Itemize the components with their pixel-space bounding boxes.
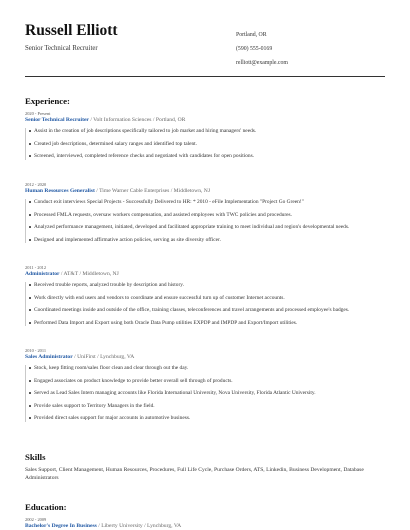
contact-email[interactable]: relliott@example.com — [236, 60, 288, 66]
job-bullet: Screened, interviewed, completed reference checks and negotiated with candidates for open positions. — [26, 153, 390, 160]
experience-heading: Experience: — [25, 96, 70, 106]
job-company: Time Warner Cable Enterprises / Middletown, NJ — [99, 188, 211, 194]
job-company: Volt Information Sciences / Portland, OR — [93, 117, 186, 123]
job-bullets — [25, 128, 390, 160]
header-divider — [25, 76, 385, 77]
job-bullet: Performed Data Import and Export using both Oracle Data Pump utilities EXPDP and IMPDP and Export/Import utilities. — [26, 320, 390, 327]
contact-location: Portland, OR — [236, 32, 267, 38]
job-bullet: Coordinated meetings inside and outside of the office, training classes, teleconferences and travel arrangements and processed employee's badges. — [26, 307, 390, 314]
job-bullet: Assist in the creation of job descriptions specifically tailored to job market and hiring managers' needs. — [26, 128, 390, 135]
job-role: Human Resources Generalist — [25, 188, 95, 194]
job-bullets — [25, 365, 390, 422]
job-bullet: Analyzed performance management, initiated, developed and facilitated appropriate training to meet individual and region's developmental needs. — [26, 224, 390, 231]
job-bullet: Created job descriptions, determined salary ranges and identified top talent. — [26, 141, 390, 148]
education-dates: 2002 - 2009 — [25, 517, 47, 522]
job-bullet: Stock, keep fitting room/sales floor clean and clear through out the day. — [26, 365, 390, 372]
job-bullet: Provide sales support to Territory Managers in the field. — [26, 403, 390, 410]
job-bullets — [25, 199, 390, 243]
education-heading: Education: — [25, 502, 67, 512]
job-bullets — [25, 282, 390, 326]
job-heading: Administrator / AT&T / Middletown, NJ — [25, 271, 119, 277]
contact-phone: (590) 555-0169 — [236, 46, 273, 52]
education-degree: Bachelor's Degree In Business — [25, 523, 97, 529]
job-dates: 2010 - 2011 — [25, 348, 47, 353]
job-heading: Human Resources Generalist / Time Warner Cable Enterprises / Middletown, NJ — [25, 188, 211, 194]
job-company: AT&T / Middletown, NJ — [63, 271, 119, 277]
skills-list: Sales Support, Client Management, Human Resources, Procedures, Full Life Cycle, Purchase Orders, ATS, Linkedin, Business Development, Database Administrators — [25, 467, 364, 481]
job-bullet: Processed FMLA requests, oversaw workers compensation, and assisted employees with TWC policies and procedures. — [26, 212, 390, 219]
education-school: Liberty University / Lynchburg, VA — [101, 523, 182, 529]
job-dates: 2011 - 2012 — [25, 265, 47, 270]
job-bullet: Work directly with end users and vendors to coordinate and ensure successful turn up of customer Internet accounts. — [26, 295, 390, 302]
job-bullet: Engaged associates on product knowledge to provide better overall sell through of products. — [26, 378, 390, 385]
job-entry — [25, 111, 390, 166]
job-heading: Senior Technical Recruiter / Volt Information Sciences / Portland, OR — [25, 117, 186, 123]
job-bullet: Served as Lead Sales Intern managing accounts like Florida International University, Nova University, Florida Atlantic University. — [26, 390, 390, 397]
contact-block — [236, 28, 288, 70]
job-entry — [25, 182, 390, 249]
job-entry — [25, 265, 390, 332]
job-bullet: Received trouble reports, analyzed trouble by description and history. — [26, 282, 390, 289]
education-entry — [25, 517, 390, 530]
job-bullet: Designed and implemented affirmative action policies, serving as site diversity officer. — [26, 237, 390, 244]
job-bullet: Conduct exit interviews Special Projects - Successfully Delivered to HR: * 2010 - eFile Implementation "Project Go Green!" — [26, 199, 390, 206]
candidate-title: Senior Technical Recruiter — [25, 45, 98, 52]
job-role: Senior Technical Recruiter — [25, 117, 89, 123]
job-dates: 2020 - Present — [25, 111, 51, 116]
skills-heading: Skills — [25, 452, 46, 462]
job-bullet: Provided direct sales support for major accounts in automotive business. — [26, 415, 390, 422]
job-company: UniFirst / Lynchburg, VA — [77, 354, 135, 360]
job-entry — [25, 348, 390, 428]
candidate-name: Russell Elliott — [25, 22, 118, 39]
job-heading: Sales Administrator / UniFirst / Lynchburg, VA — [25, 354, 135, 360]
job-dates: 2012 - 2020 — [25, 182, 47, 187]
job-role: Sales Administrator — [25, 354, 73, 360]
education-heading-line: Bachelor's Degree In Business / Liberty University / Lynchburg, VA — [25, 523, 182, 529]
job-role: Administrator — [25, 271, 60, 277]
